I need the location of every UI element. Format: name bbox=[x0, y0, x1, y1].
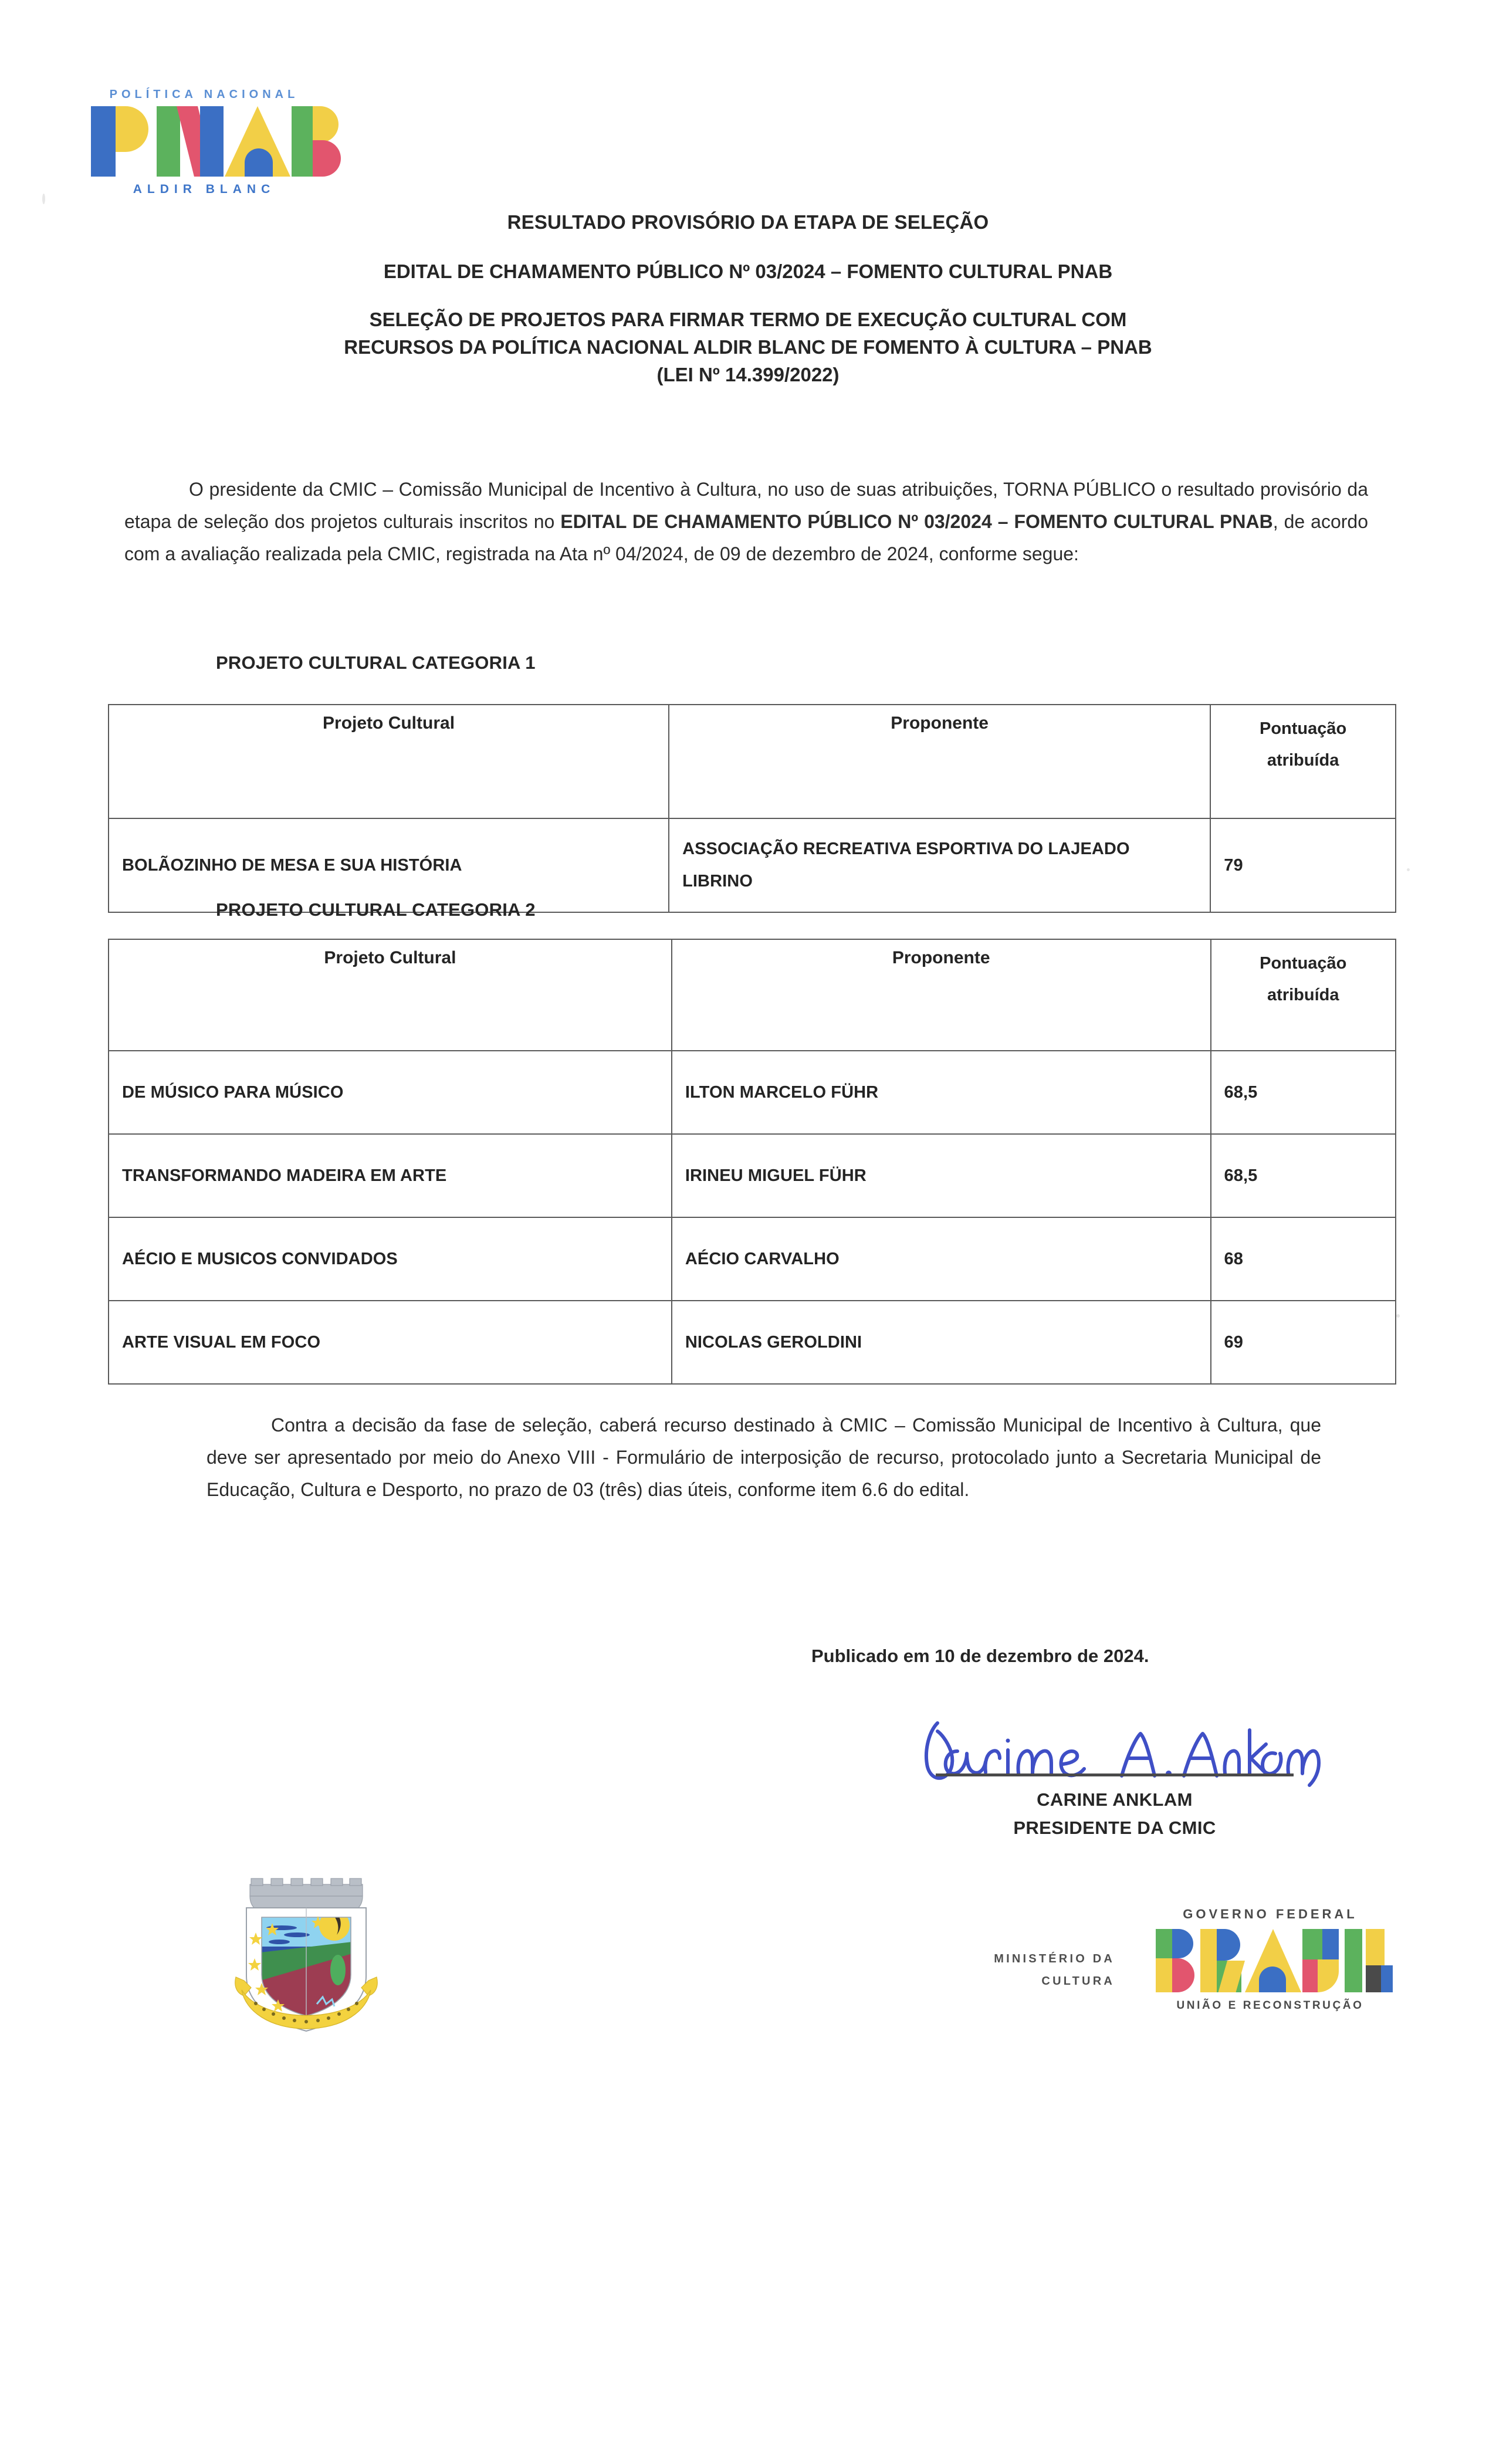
cell-projeto: TRANSFORMANDO MADEIRA EM ARTE bbox=[109, 1134, 672, 1217]
intro-paragraph-edital-ref: EDITAL DE CHAMAMENTO PÚBLICO Nº 03/2024 – FOMENTO CULTURAL PNAB bbox=[560, 511, 1273, 533]
cell-projeto: AÉCIO E MUSICOS CONVIDADOS bbox=[109, 1217, 672, 1301]
scan-speckle bbox=[42, 194, 45, 204]
intro-paragraph-part2: , de acordo com a avaliação realizada pela CMIC, registrada na Ata nº 04/2024, de 09 de dezembro de 2024, conforme segue: bbox=[124, 511, 1369, 565]
column-header-pontuacao-line2: atribuída bbox=[1267, 985, 1339, 1004]
column-header-pontuacao bbox=[1211, 939, 1396, 1051]
category-1-label: PROJETO CULTURAL CATEGORIA 1 bbox=[216, 652, 536, 673]
column-header-pontuacao bbox=[1210, 705, 1396, 818]
governo-federal-logo bbox=[1150, 1907, 1390, 2012]
cell-projeto: DE MÚSICO PARA MÚSICO bbox=[109, 1051, 672, 1134]
cell-pontuacao: 68 bbox=[1211, 1217, 1396, 1301]
cell-pontuacao: 68,5 bbox=[1211, 1051, 1396, 1134]
category-2-label: PROJETO CULTURAL CATEGORIA 2 bbox=[216, 899, 536, 920]
column-header-proponente: Proponente bbox=[669, 705, 1210, 818]
subtitle-line-2: RECURSOS DA POLÍTICA NACIONAL ALDIR BLANC DE FOMENTO À CULTURA – PNAB bbox=[344, 336, 1152, 358]
cell-pontuacao: 68,5 bbox=[1211, 1134, 1396, 1217]
table-row bbox=[109, 1301, 1396, 1384]
cell-proponente: NICOLAS GEROLDINI bbox=[672, 1301, 1211, 1384]
cell-projeto: ARTE VISUAL EM FOCO bbox=[109, 1301, 672, 1384]
results-table-category-2 bbox=[108, 939, 1396, 1385]
signature-line bbox=[936, 1773, 1294, 1776]
column-header-pontuacao-line2: atribuída bbox=[1267, 750, 1339, 770]
ministry-line-1: MINISTÉRIO DA bbox=[994, 1952, 1115, 1965]
pnab-logo-top-text: POLÍTICA NACIONAL bbox=[109, 88, 299, 101]
results-table-category-1 bbox=[108, 704, 1396, 913]
ministry-label bbox=[939, 1948, 1115, 1992]
cell-proponente: ILTON MARCELO FÜHR bbox=[672, 1051, 1211, 1134]
column-header-projeto: Projeto Cultural bbox=[109, 939, 672, 1051]
table-row bbox=[109, 1217, 1396, 1301]
column-header-pontuacao-line1: Pontuação bbox=[1259, 719, 1347, 738]
edital-title: EDITAL DE CHAMAMENTO PÚBLICO Nº 03/2024 – FOMENTO CULTURAL PNAB bbox=[383, 260, 1113, 282]
intro-paragraph-part1: O presidente da CMIC – Comissão Municipal de Incentivo à Cultura, no uso de suas atribuições, TORNA PÚBLICO o resultado provisório da etapa de seleção dos projetos culturais inscritos no bbox=[124, 479, 1368, 533]
pnab-logo bbox=[85, 88, 320, 197]
scan-speckle bbox=[1396, 1314, 1400, 1318]
column-header-proponente: Proponente bbox=[672, 939, 1211, 1051]
cell-pontuacao: 79 bbox=[1210, 818, 1396, 912]
scan-speckle bbox=[1407, 868, 1410, 871]
cell-proponente: AÉCIO CARVALHO bbox=[672, 1217, 1211, 1301]
table-header-row bbox=[109, 939, 1396, 1051]
appeal-paragraph-text: Contra a decisão da fase de seleção, caberá recurso destinado à CMIC – Comissão Municipal de Incentivo à Cultura, que deve ser apresentado por meio do Anexo VIII - Formulário de interposição de recurso, protocolado junto a Secretaria Municipal de Educação, Cultura e Desporto, no prazo de 03 (três) dias úteis, conforme item 6.6 do edital. bbox=[207, 1414, 1321, 1501]
signature-block bbox=[892, 1710, 1338, 1839]
cell-proponente: ASSOCIAÇÃO RECREATIVA ESPORTIVA DO LAJEADO LIBRINO bbox=[669, 818, 1210, 912]
ministry-line-2: CULTURA bbox=[1041, 1975, 1115, 1988]
pnab-wordmark-icon bbox=[91, 106, 314, 177]
cell-projeto: BOLÃOZINHO DE MESA E SUA HISTÓRIA bbox=[109, 818, 669, 912]
table-row bbox=[109, 818, 1396, 912]
signatory-role: PRESIDENTE DA CMIC bbox=[1013, 1817, 1216, 1838]
column-header-projeto: Projeto Cultural bbox=[109, 705, 669, 818]
publication-date: Publicado em 10 de dezembro de 2024. bbox=[811, 1646, 1149, 1666]
subtitle-line-3: (LEI Nº 14.399/2022) bbox=[656, 363, 840, 385]
intro-paragraph bbox=[124, 473, 1368, 570]
cell-proponente: IRINEU MIGUEL FÜHR bbox=[672, 1134, 1211, 1217]
handwritten-signature-icon bbox=[903, 1710, 1326, 1798]
table-row bbox=[109, 1051, 1396, 1134]
brasil-wordmark-icon bbox=[1156, 1929, 1385, 1992]
slogan-label: UNIÃO E RECONSTRUÇÃO bbox=[1176, 1999, 1364, 2012]
column-header-pontuacao-line1: Pontuação bbox=[1260, 954, 1347, 973]
cell-pontuacao: 69 bbox=[1211, 1301, 1396, 1384]
governo-federal-label: GOVERNO FEDERAL bbox=[1183, 1907, 1358, 1921]
subtitle-line-1: SELEÇÃO DE PROJETOS PARA FIRMAR TERMO DE EXECUÇÃO CULTURAL COM bbox=[369, 309, 1127, 330]
appeal-paragraph bbox=[207, 1409, 1321, 1506]
title-block bbox=[164, 211, 1332, 389]
municipal-coat-of-arms-icon bbox=[228, 1877, 385, 2053]
table-header-row bbox=[109, 705, 1396, 818]
page-title: RESULTADO PROVISÓRIO DA ETAPA DE SELEÇÃO bbox=[507, 211, 989, 233]
table-row bbox=[109, 1134, 1396, 1217]
pnab-logo-bottom-text: ALDIR BLANC bbox=[133, 182, 276, 196]
signatory-name: CARINE ANKLAM bbox=[1037, 1789, 1193, 1810]
